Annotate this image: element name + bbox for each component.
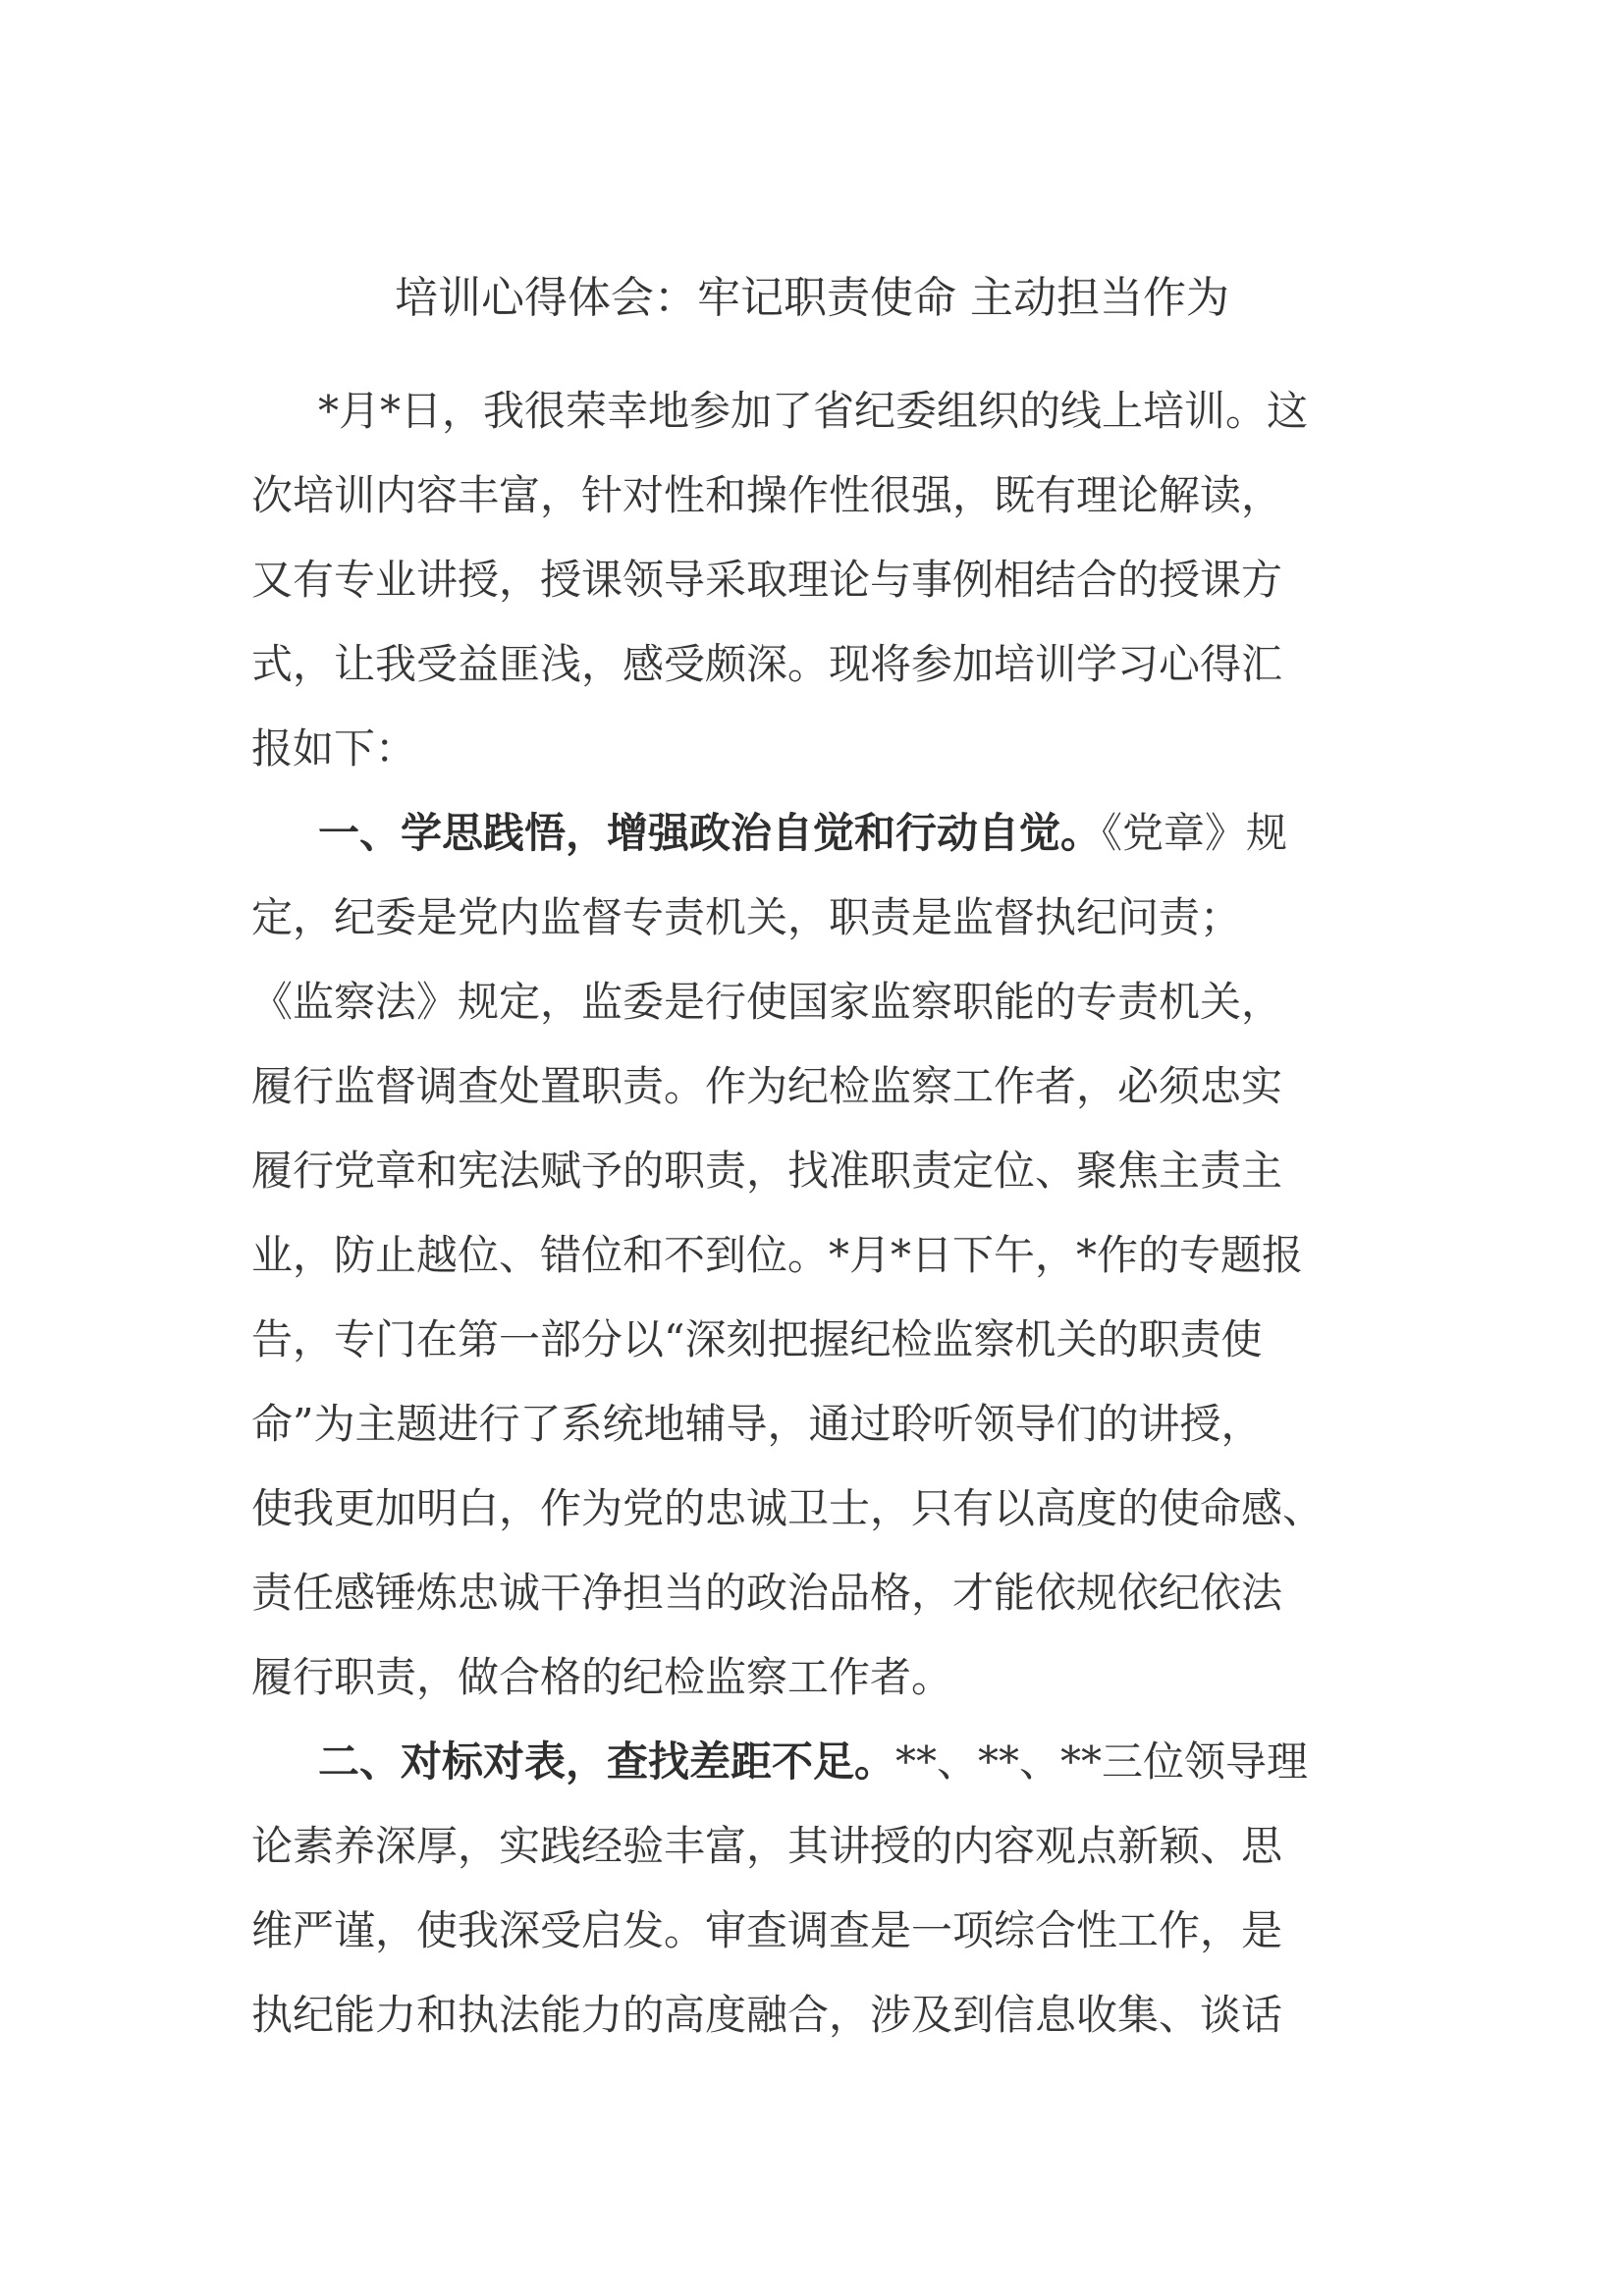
- text-line: 履行党章和宪法赋予的职责，找准职责定位、聚焦主责主: [251, 1147, 1283, 1195]
- text-line: 式，让我受益匪浅，感受颇深。现将参加培训学习心得汇: [251, 640, 1283, 688]
- text-line: 执纪能力和执法能力的高度融合，涉及到信息收集、谈话: [251, 1991, 1283, 2039]
- paragraph-section-one: [251, 791, 1380, 1720]
- text-line: 责任感锤炼忠诚干净担当的政治品格，才能依规依纪依法: [251, 1569, 1283, 1617]
- text-line: *月*日，我很荣幸地参加了省纪委组织的线上培训。这: [318, 387, 1309, 435]
- text-line-rest: **、**、**三位领导理: [895, 1737, 1309, 1786]
- text-line: [251, 1720, 1380, 1804]
- paragraph-intro: [251, 369, 1380, 791]
- section-heading: 一、学思践悟，增强政治自觉和行动自觉。: [318, 809, 1103, 857]
- text-line: 论素养深厚，实践经验丰富，其讲授的内容观点新颖、思: [251, 1822, 1283, 1870]
- document-title: 培训心得体会：牢记职责使命 主动担当作为: [395, 273, 1229, 323]
- text-line: 命”为主题进行了系统地辅导，通过聆听领导们的讲授，: [251, 1400, 1263, 1448]
- text-line: 履行职责，做合格的纪检监察工作者。: [251, 1653, 953, 1701]
- text-line-rest: 《党章》规: [1102, 809, 1288, 857]
- text-line: [251, 791, 1380, 876]
- text-line: 告，专门在第一部分以“深刻把握纪检监察机关的职责使: [251, 1315, 1263, 1363]
- text-line: 《监察法》规定，监委是行使国家监察职能的专责机关，: [251, 978, 1283, 1026]
- text-line: 业，防止越位、错位和不到位。*月*日下午，*作的专题报: [251, 1231, 1304, 1279]
- text-line: 报如下：: [251, 724, 417, 773]
- text-line: 维严谨，使我深受启发。审查调查是一项综合性工作，是: [251, 1906, 1283, 1954]
- paragraph-section-two: [251, 1720, 1380, 2057]
- text-line: 又有专业讲授，授课领导采取理论与事例相结合的授课方: [251, 556, 1283, 604]
- text-line: 履行监督调查处置职责。作为纪检监察工作者，必须忠实: [251, 1062, 1283, 1110]
- text-line: 定，纪委是党内监督专责机关，职责是监督执纪问责；: [251, 893, 1242, 941]
- text-line: 使我更加明白，作为党的忠诚卫士，只有以高度的使命感、: [251, 1484, 1325, 1532]
- document-body: [251, 369, 1380, 2057]
- section-heading: 二、对标对表，查找差距不足。: [318, 1737, 896, 1786]
- text-line: 次培训内容丰富，针对性和操作性很强，既有理论解读，: [251, 471, 1283, 519]
